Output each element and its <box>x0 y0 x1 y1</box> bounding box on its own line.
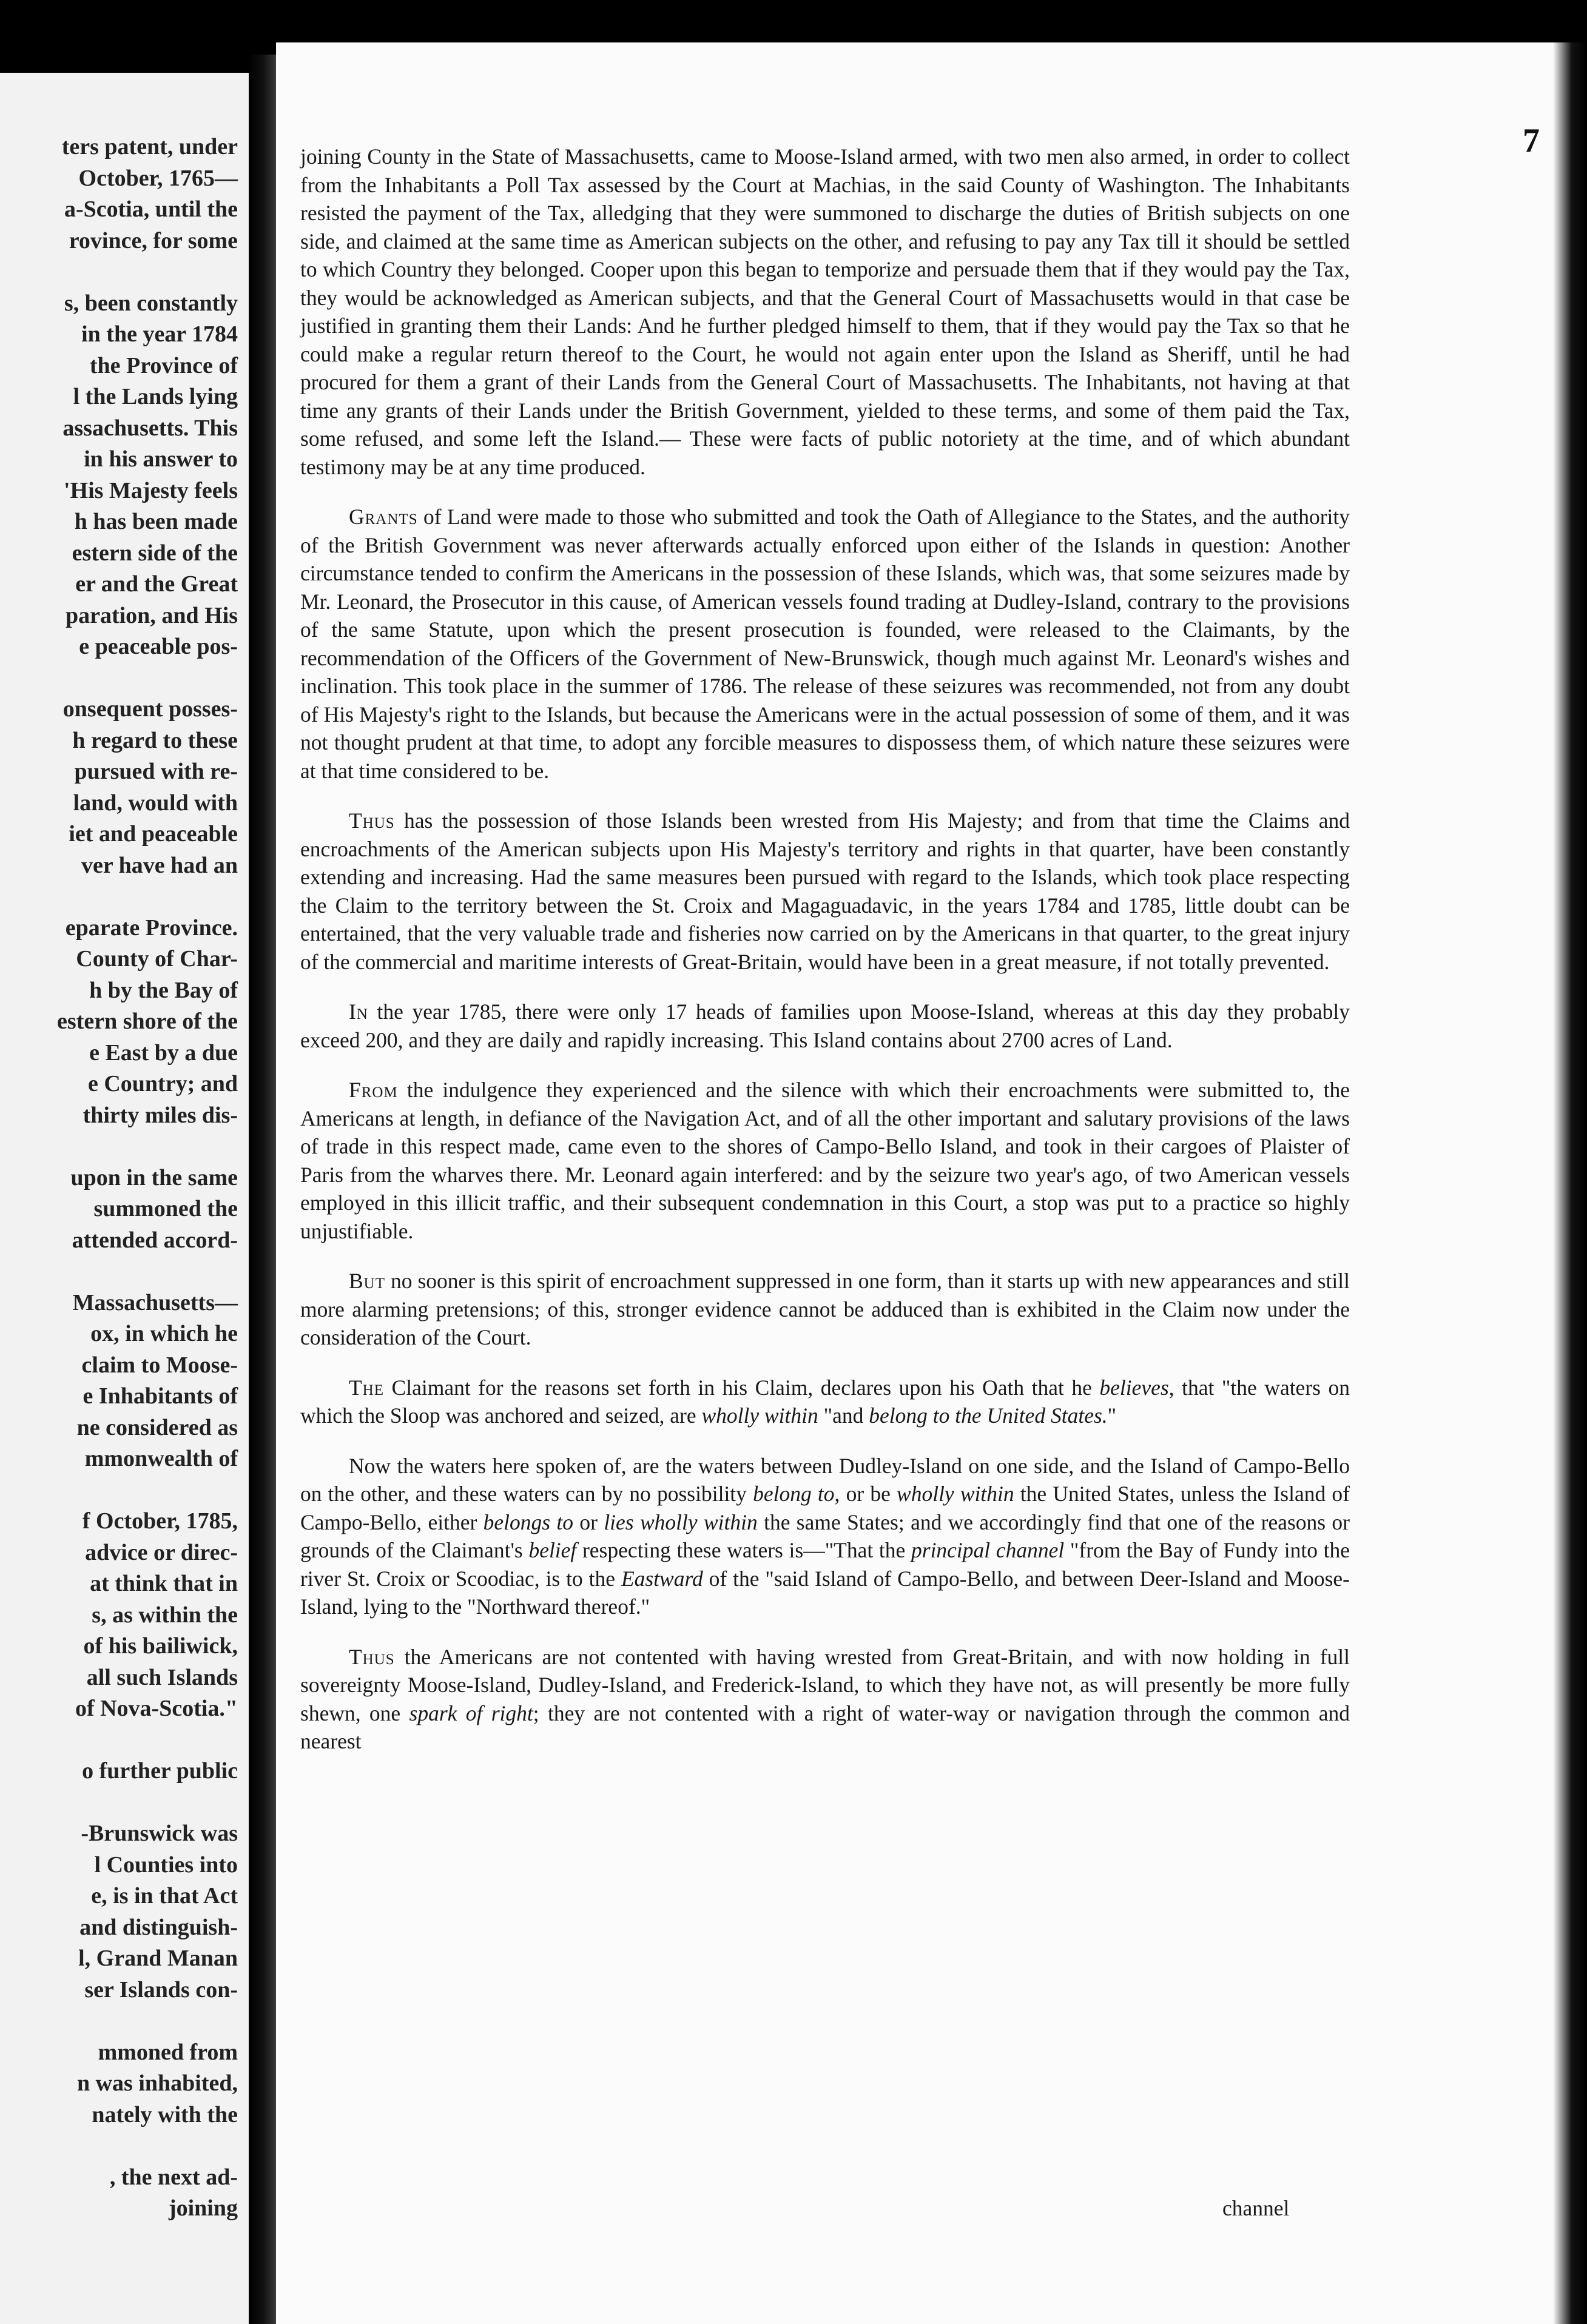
facing-page-line: upon in the same <box>70 1164 238 1191</box>
paragraph-text: has the possession of those Islands been wrested from His Majesty; and from that time the Claims and encroachments of the American subjects upon His Majesty's territory and rights in that quarter, have been constantly extending and increasing. Had the same measures been pursued with regard to the Islands, which took place respecting the Claim to the territory between the St. Croix and Magaguadavic, in the years 1784 and 1785, little doubt can be entertained, that the very valuable trade and fisheries now carried on by the Americans in that quarter, to the great injury of the commercial and maritime interests of Great-Britain, would have been in a great measure, if not totally prevented. <box>300 808 1350 974</box>
facing-page-line: h by the Bay of <box>89 977 238 1003</box>
paragraph-text: Claimant for the reasons set forth in his Claim, declares upon his Oath that he <box>384 1375 1100 1400</box>
italic-text: wholly within <box>701 1403 818 1428</box>
facing-page-line: l the Lands lying <box>73 384 238 409</box>
facing-page-line: mmonwealth of <box>84 1446 238 1471</box>
paragraph-1: joining County in the State of Massachusetts, came to Moose-Island armed, with two men also armed, in order to collect from the Inhabitants a Poll Tax assessed by the Court at Machias, in the said County of Washington. The Inhabitants resisted the payment of the Tax, alledging that they were summoned to discharge the duties of British subjects on one side, and claimed at the same time as American subjects on the other, and refusing to pay any Tax till it should be settled to which Country they belonged. Cooper upon this began to temporize and persuade them that if they would pay the Tax, they would be acknowledged as American subjects, and that the General Court of Massachusetts would in that case be justified in granting them their Lands: And he further pledged himself to them, that if they would pay the Tax so that he could make a regular return thereof to the Court, he would not again enter upon the Island as Sheriff, until he had procured for them a grant of their Lands from the General Court of Massachusetts. The Inhabitants, not having at that time any grants of their Lands under the British Government, yielded to these terms, and some of them paid the Tax, some refused, and some left the Island.— These were facts of public notoriety at the time, and of which abundant testimony may be at any time produced. <box>300 144 1350 479</box>
facing-page-line: estern shore of the <box>57 1009 238 1034</box>
paragraph-text: , or be <box>834 1482 897 1506</box>
catchword: channel <box>1222 2196 1290 2220</box>
paragraph-lead: Thus <box>349 1644 395 1669</box>
facing-page-line: e Inhabitants of <box>83 1383 238 1409</box>
italic-text: believes <box>1099 1375 1169 1400</box>
facing-page-line: and distinguish- <box>79 1914 238 1940</box>
paragraph-lead: Thus <box>349 808 395 833</box>
paragraph-6 <box>300 1267 1350 1352</box>
paragraph-text: of Land were made to those who submitted and took the Oath of Allegiance to the States, and the authority of the British Government was never afterwards actually enforced upon either of the Islands in question: Another circumstance tended to confirm the Americans in the possession of these Islands, which was, that some seizures made by Mr. Leonard, the Prosecutor in this cause, of American vessels found trading at Dudley-Island, contrary to the provisions of the same Statute, upon which the present prosecution is founded, were released to the Claimants, by the recommendation of the Officers of the Government of New-Brunswick, though much against Mr. Leonard's wishes and inclination. This took place in the summer of 1786. The release of these seizures was recommended, not from any doubt of His Majesty's right to the Islands, but because the Americans were in the actual possession of some of them, and it was not thought prudent at that time, to adopt any forcible measures to dispossess them, of which nature these seizures were at that time considered to be. <box>300 505 1350 783</box>
facing-page-line: o further public <box>82 1758 238 1784</box>
facing-page-line: onsequent posses- <box>62 696 238 722</box>
paragraph-text: the Americans are not contented with having wrested from Great-Britain, and with now holding in full sovereignty Moose-Island, Dudley-Island, and Frederick-Island, to which they have not, as will presently be more fully shewn, one <box>300 1644 1350 1725</box>
facing-page-line: h has been made <box>74 509 238 534</box>
paragraph-text: the indulgence they experienced and the silence with which their encroachments were submitted to, the Americans at length, in defiance of the Navigation Act, and of all the other important and salutary provisions of the laws of trade in this respect made, came even to the shores of Campo-Bello Island, and took in their cargoes of Plaister of Paris from the wharves there. Mr. Leonard again interfered: and by the seizure two year's ago, of two American vessels employed in this illicit traffic, and their subsequent condemnation in this Court, a stop was put to a practice so highly unjustifiable. <box>300 1078 1350 1243</box>
facing-page-line: claim to Moose- <box>81 1352 238 1378</box>
page-body <box>300 143 1350 1778</box>
facing-page-line: land, would with <box>73 790 238 816</box>
paragraph-3 <box>300 807 1350 976</box>
facing-page-fragment <box>0 73 249 2324</box>
facing-page-line: mmoned from <box>98 2039 238 2065</box>
italic-text: belongs to <box>483 1510 574 1534</box>
italic-text: spark of right <box>409 1701 533 1725</box>
paragraph-2 <box>300 503 1350 785</box>
page <box>276 42 1553 2324</box>
facing-page-line: e Country; and <box>87 1071 238 1097</box>
paragraph-lead: In <box>349 999 368 1024</box>
facing-page-line: County of Char- <box>76 946 238 972</box>
facing-page-line: assachusetts. This <box>62 415 238 441</box>
facing-page-line: pursued with re- <box>74 759 238 784</box>
italic-text: Eastward <box>621 1566 703 1591</box>
facing-page-line: f October, 1785, <box>82 1508 238 1534</box>
facing-page-line: Massachusetts— <box>72 1289 238 1315</box>
facing-page-line: , the next ad- <box>109 2164 238 2190</box>
facing-page-line: estern side of the <box>72 540 238 566</box>
facing-page-line: advice or direc- <box>85 1539 238 1565</box>
facing-page-line: in his answer to <box>84 446 238 472</box>
italic-text: belief <box>528 1538 577 1562</box>
facing-page-line: ne considered as <box>76 1414 238 1440</box>
facing-page-line: October, 1765— <box>78 165 238 191</box>
facing-page-line: eparate Province. <box>65 915 238 941</box>
paragraph-text: of the "said Island of Campo-Bello, and between Deer-Island and Moose-Island, lying to the "Northward thereof." <box>300 1566 1350 1619</box>
facing-page-line: n was inhabited, <box>76 2070 238 2096</box>
facing-page-line: in the year 1784 <box>81 321 238 347</box>
facing-page-line: joining <box>168 2195 238 2221</box>
paragraph-4 <box>300 998 1350 1054</box>
facing-page-line: ox, in which he <box>90 1321 238 1346</box>
paragraph-text: ; they are not contented with a right of water-way or navigation through the common and nearest <box>300 1701 1350 1753</box>
facing-page-line: attended accord- <box>72 1227 238 1253</box>
italic-text: principal channel <box>911 1538 1065 1562</box>
facing-page-line: all such Islands <box>86 1664 238 1690</box>
facing-page-line: the Province of <box>89 352 238 378</box>
paragraph-lead: Grants <box>349 505 418 529</box>
facing-page-line: paration, and His <box>65 602 238 628</box>
paragraph-9 <box>300 1643 1350 1756</box>
paragraph-text: "and <box>818 1403 869 1428</box>
facing-page-line: rovince, for some <box>69 227 238 254</box>
facing-page-line: ser Islands con- <box>84 1976 238 2003</box>
paragraph-text: the United States, unless the Island of Campo-Bello, either <box>300 1482 1350 1534</box>
facing-page-line: ters patent, under <box>61 134 238 160</box>
italic-text: belong to <box>753 1482 835 1506</box>
page-number: 7 <box>1523 122 1540 160</box>
facing-page-line: a-Scotia, until the <box>64 196 238 222</box>
paragraph-text: the same States; and we accordingly find that one of the reasons or grounds of the Claimant's <box>300 1510 1350 1562</box>
facing-page-line: s, as within the <box>92 1602 238 1628</box>
paragraph-5 <box>300 1076 1350 1245</box>
paragraph-lead: The <box>349 1375 385 1400</box>
paragraph-8 <box>300 1452 1350 1621</box>
facing-page-line: at think that in <box>90 1571 238 1596</box>
italic-text: lies wholly within <box>604 1510 758 1534</box>
paragraph-lead: From <box>349 1078 398 1102</box>
facing-page-line: iet and peaceable <box>69 821 238 847</box>
facing-page-line: l Counties into <box>94 1852 238 1878</box>
paragraph-text: the year 1785, there were only 17 heads of families upon Moose-Island, whereas at this day they probably exceed 200, and they are daily and rapidly increasing. This Island contains about 2700 acres of Land. <box>300 999 1350 1052</box>
facing-page-line: ver have had an <box>81 852 238 878</box>
facing-page-line: l, Grand Manan <box>78 1946 238 1971</box>
paragraph-text: respecting these waters is—"That the <box>576 1538 911 1562</box>
facing-page-line: e peaceable pos- <box>79 634 238 659</box>
italic-text: belong to the United States. <box>869 1403 1108 1428</box>
italic-text: wholly within <box>897 1482 1014 1506</box>
paragraph-text: or <box>573 1510 604 1534</box>
paragraph-text: "from the Bay of Fundy into the river St. Croix or Scoodiac, is to the <box>300 1538 1350 1591</box>
facing-page-line: thirty miles dis- <box>83 1102 238 1128</box>
paragraph-7 <box>300 1374 1350 1430</box>
paragraph-lead: But <box>349 1269 386 1293</box>
facing-page-line: summoned the <box>93 1196 238 1221</box>
facing-page-line: h regard to these <box>72 727 238 753</box>
facing-page-line: of Nova-Scotia." <box>75 1696 238 1721</box>
facing-page-line: -Brunswick was <box>81 1821 238 1846</box>
facing-page-line: s, been constantly <box>64 290 238 316</box>
paragraph-text: no sooner is this spirit of encroachment suppressed in one form, than it starts up with new appearances and still more alarming pretensions; of this, stronger evidence cannot be adduced than is exhibited in the Claim now under the consideration of the Court. <box>300 1269 1350 1349</box>
page-edge <box>1553 42 1587 2324</box>
paragraph-text: " <box>1107 1403 1117 1428</box>
facing-page-line: of his bailiwick, <box>83 1633 238 1659</box>
facing-page-line: e East by a due <box>89 1039 238 1066</box>
facing-page-line: er and the Great <box>75 571 238 597</box>
paragraph-text: Now the waters here spoken of, are the waters between Dudley-Island on one side, and the Island of Campo-Bello on the other, and these waters can by no possibility <box>300 1453 1350 1506</box>
facing-page-line: e, is in that Act <box>91 1883 238 1909</box>
paragraph-text: , that "the waters on which the Sloop was anchored and seized, are <box>300 1375 1350 1428</box>
facing-page-line: 'His Majesty feels <box>63 477 238 503</box>
facing-page-line: nately with the <box>92 2101 238 2128</box>
